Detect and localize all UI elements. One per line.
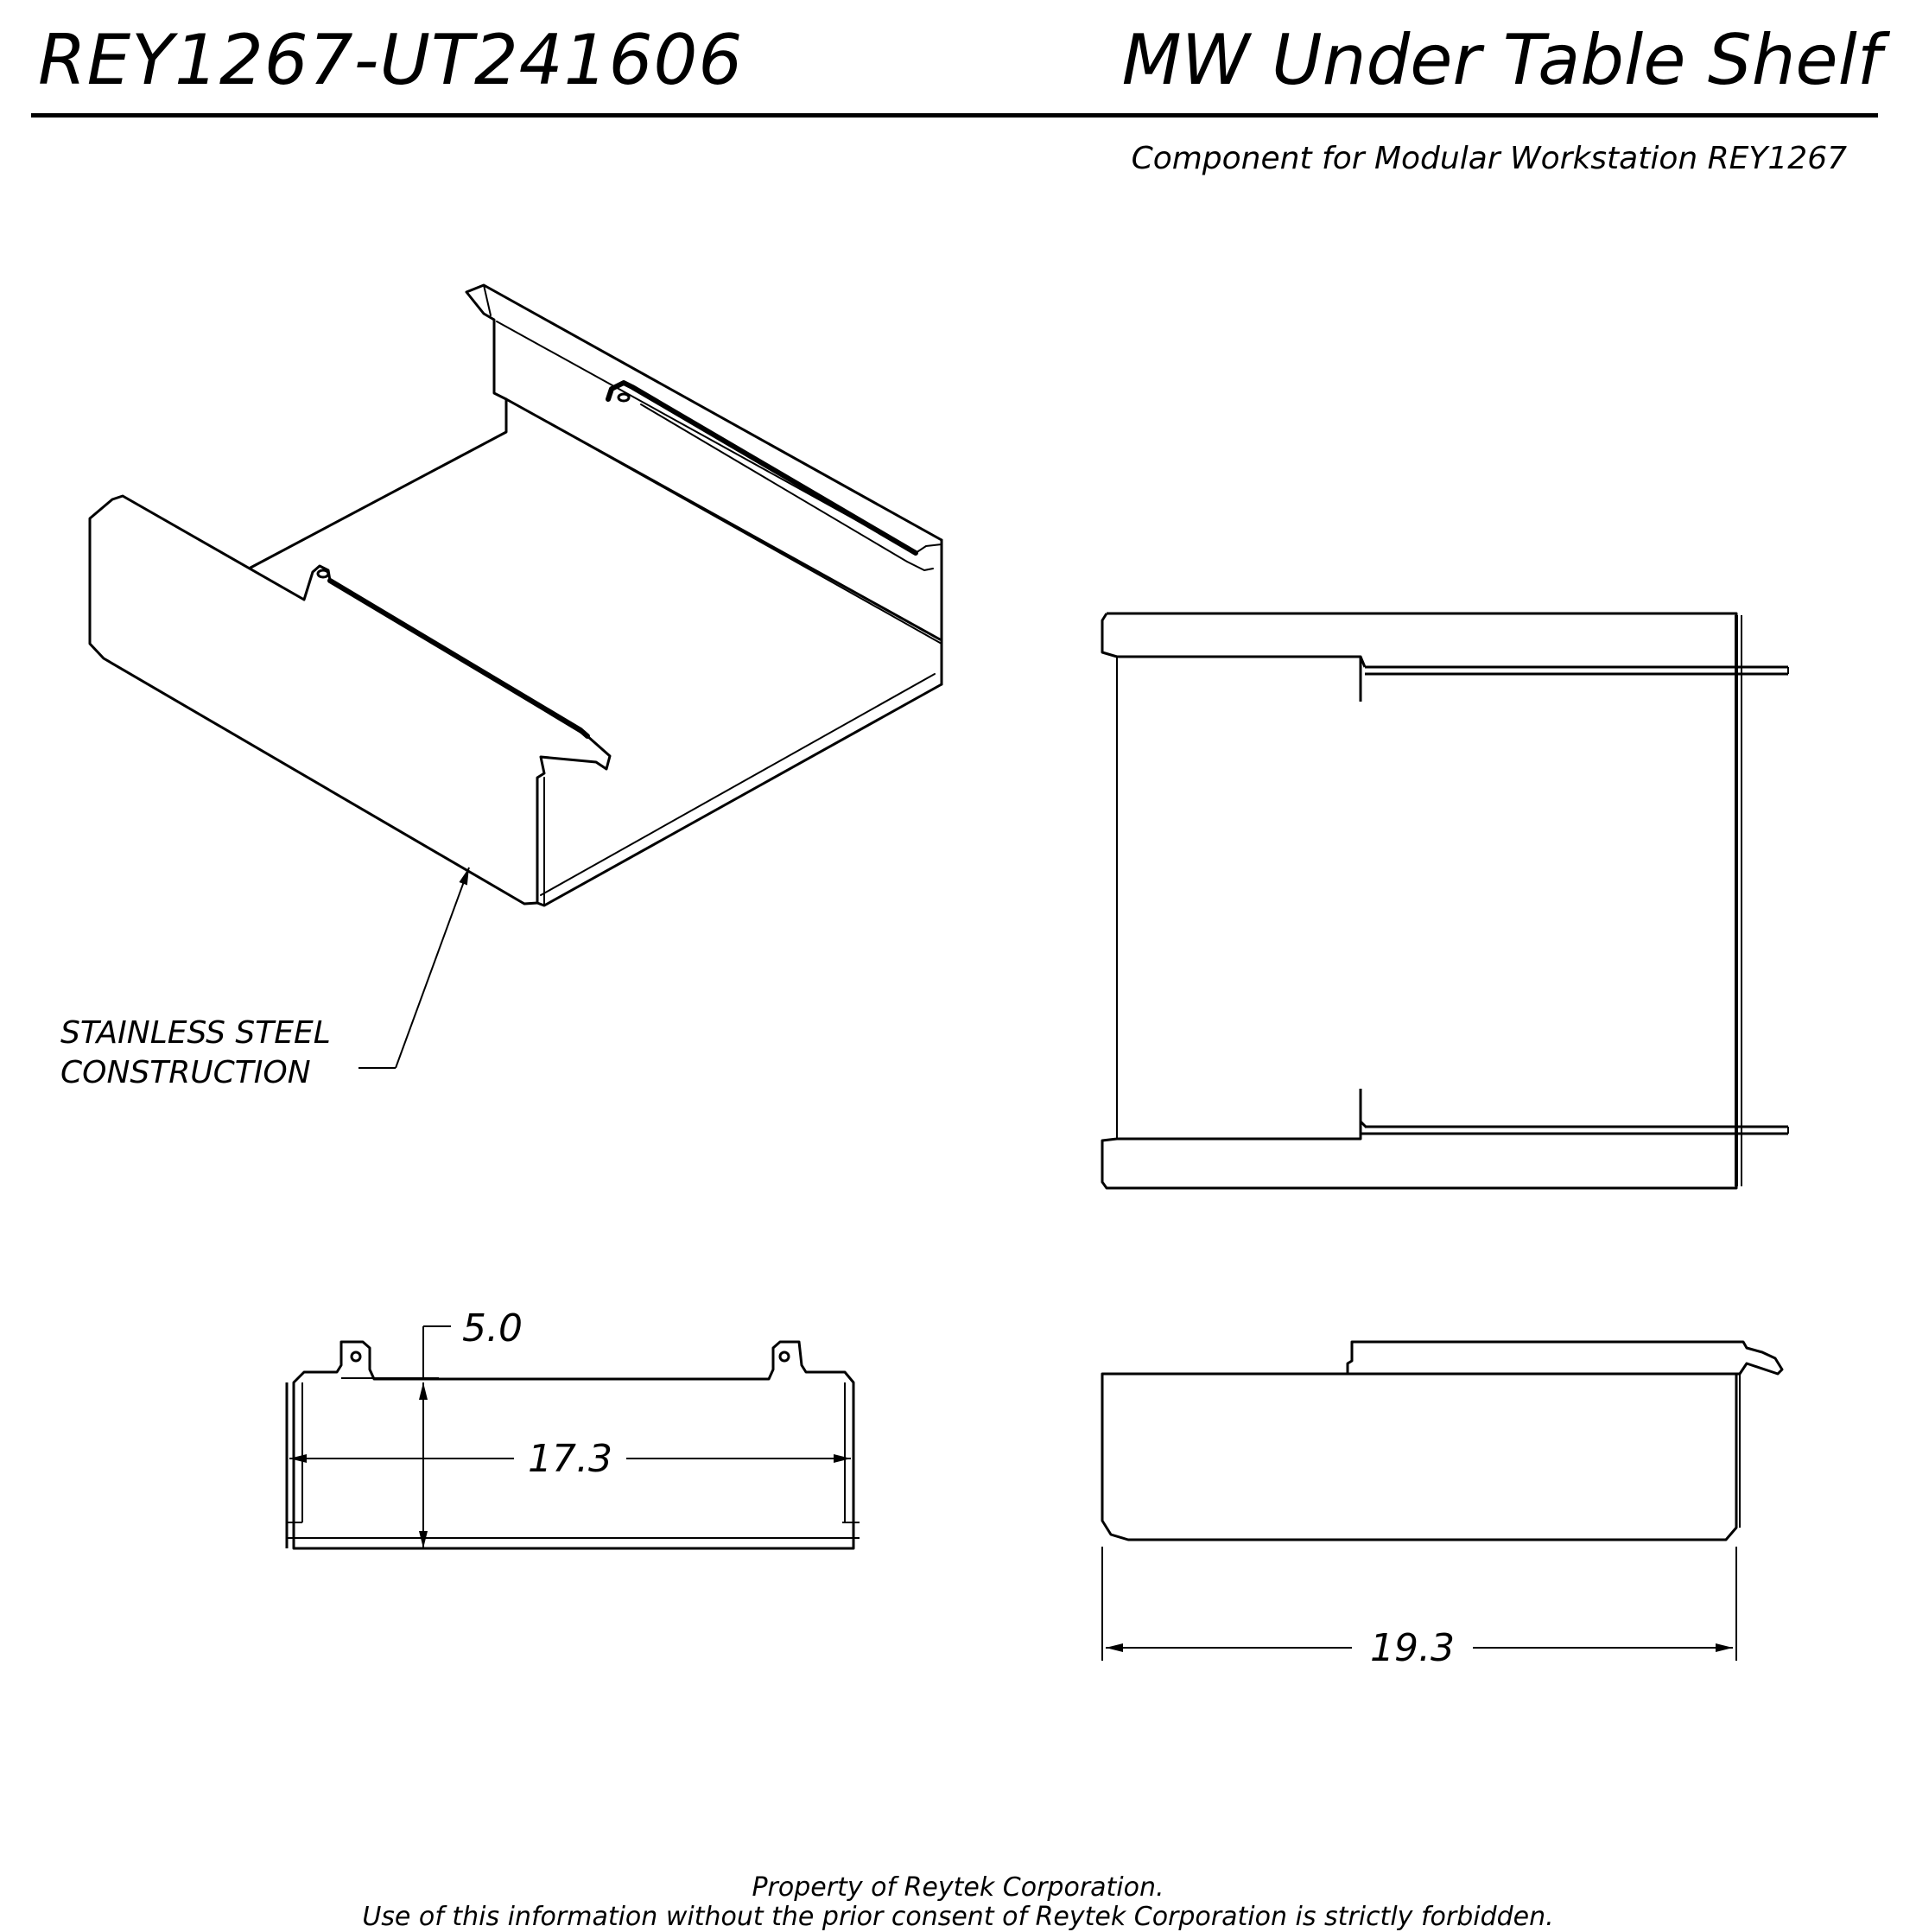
slot-hole-back — [619, 394, 629, 401]
drawing-title: MW Under Table Shelf — [1121, 20, 1881, 100]
front-view-hole-left — [352, 1352, 360, 1361]
side-view — [1102, 1342, 1782, 1540]
callout-line1: STAINLESS STEEL — [60, 1015, 331, 1051]
front-view-hole-right — [780, 1352, 789, 1361]
slot-hole-front — [318, 570, 328, 577]
part-number: REY1267-UT241606 — [38, 20, 744, 100]
dimension-height-label: 5.0 — [462, 1306, 523, 1350]
drawing-subtitle: Component for Modular Workstation REY1267 — [1131, 141, 1847, 176]
isometric-view — [90, 285, 942, 906]
footer-disclaimer: Use of this information without the prior consent of Reytek Corporation is strictly forbidden. — [362, 1902, 1554, 1932]
side-view-outline — [1102, 1374, 1736, 1540]
top-view-outline — [1102, 613, 1788, 1188]
top-view — [1102, 613, 1788, 1188]
callout-line2: CONSTRUCTION — [60, 1055, 311, 1090]
shelf-bottom-edge — [537, 540, 942, 906]
dimension-depth-label: 19.3 — [1370, 1626, 1455, 1670]
side-view-rail — [1348, 1342, 1782, 1374]
material-callout-leader — [358, 867, 469, 1068]
footer-ownership: Property of Reytek Corporation. — [752, 1872, 1164, 1903]
dimension-width-label: 17.3 — [528, 1437, 612, 1481]
